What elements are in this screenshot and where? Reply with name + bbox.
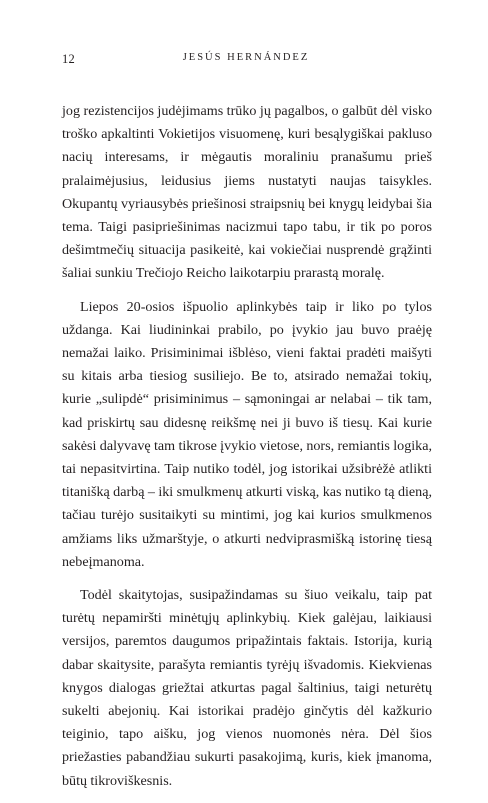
- paragraph: Todėl skaitytojas, susipažindamas su šiuo veikalu, taip pat turėtų nepamiršti minėtųjų aplinkybių. Kiek galėjau, laikiausi versijos, paremtos daugumos pripažintais faktais. Istorija, kurią dabar skaitysite, parašyta remiantis tyrėjų išvadomis. Kiekvienas knygos dialogas griežtai atkurtas pagal šaltinius, taigi neturėtų sukelti abejonių. Kai istorikai pradėjo ginčytis dėl kažkurio teiginio, tapo aišku, jog vienos nuomonės nėra. Dėl šios priežasties pabandžiau sukurti pasakojimą, kuris, kiek įmanoma, būtų tikroviškesnis.: [62, 587, 432, 789]
- running-head: [62, 52, 430, 70]
- paragraph: Liepos 20-osios išpuolio aplinkybės taip ir liko po tylos uždanga. Kai liudininkai prabilo, po įvykio jau buvo praėję nemažai laiko. Prisiminimai išblėso, vieni faktai pradėti maišyti su kitais arba tiesiog susiliejo. Be to, atsirado nemažai tokių, kurie „sulipdė“ prisiminimus – sąmoningai ar nelabai – tik tam, kad priskirtų sau didesnę reikšmę nei ji buvo iš tiesų. Kai kurie sakėsi dalyvavę tam tikrose įvykio vietose, nors, remiantis logika, tai nepasitvirtina. Taip nutiko todėl, jog istorikai užsibrėžė atlikti titanišką darbą – iki smulkmenų atkurti viską, kas nutiko tą dieną, tačiau turėjo susitaikyti su mintimi, jog kai kurios smulkmenos amžiams liks užmarštyje, o atkurti nedviprasmišką istorinę tiesą nebeįmanoma.: [62, 298, 432, 570]
- paragraph: jog rezistencijos judėjimams trūko jų pagalbos, o galbūt dėl visko troško apkaltinti Vokietijos visuomenę, kuri besąlygiškai pakluso nacių interesams, ir mėgautis moraliniu pranašumu prieš pralaimėjusius, leidusius jiems nustatyti naujas taisykles. Okupantų vyriausybės priešinosi straipsnių bei knygų leidybai šia tema. Taigi pasipriešinimas nacizmui tapo tabu, ir tik po poros dešimtmečių situacija pasikeitė, kai vokiečiai nusprendė grąžinti šaliai sunkiu Trečiojo Reicho laikotarpiu prarastą moralę.: [62, 103, 432, 282]
- body-text: [62, 100, 432, 803]
- running-head-author: JESÚS HERNÁNDEZ: [182, 52, 310, 63]
- page-number: 12: [62, 52, 76, 66]
